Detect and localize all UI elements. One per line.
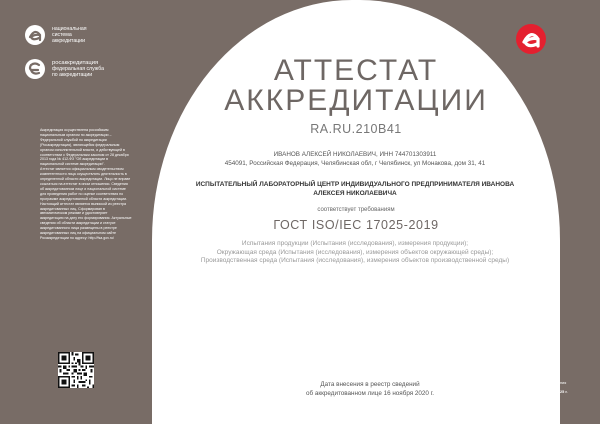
qr-code[interactable] — [58, 352, 94, 388]
legal-text — [40, 128, 132, 241]
stamp-line: формирования — [539, 380, 567, 385]
requirements-label: соответствует требованиям — [317, 207, 395, 213]
brand-primary-text — [52, 26, 87, 44]
laboratory-name: ИСПЫТАТЕЛЬНЫЙ ЛАБОРАТОРНЫЙ ЦЕНТР ИНДИВИДУАЛЬНОГО ПРЕДПРИНИМАТЕЛЯ ИВАНОВА АЛЕКСЕЯ НИКОЛАЕВИЧА — [195, 181, 515, 197]
holder-address: 454091, Российская Федерация, Челябинская обл, г Челябинск, ул Монакова, дом 31, 41 — [224, 159, 486, 167]
legal-paragraph: Настоящий аттестат является выпиской из реестра аккредитованных лиц. Сформирован в автоматическом режиме и удостоверяет аккредитацию на дату его формирования. Актуальные сведения об области аккредитации и статусе аккредитованного лица размещены в реестре аккредитованных лиц на официальном сайте Росаккредитации по адресу: http://fsa.gov.ru/ — [40, 201, 132, 240]
brand-secondary-line: росаккредитация — [52, 60, 99, 66]
brand-primary-line: национальная — [52, 26, 87, 32]
qr-code-icon — [58, 352, 94, 388]
e-mark-icon — [24, 58, 46, 80]
brand-secondary-line: по аккредитации — [52, 72, 93, 78]
legal-paragraph: Аккредитация осуществлена российским национальным органом по аккредитации – Федеральной службой по аккредитации (Росаккредитация), являющейся федеральным органом исполнительной власти, и действующей в соответствии с Федеральным законом от 28 декабря 2013 года № 412-ФЗ "Об аккредитации в национальной системе аккредитации". — [40, 128, 129, 167]
registry-date-line: Дата внесения в реестр сведений — [320, 381, 420, 388]
holder-name: ИВАНОВ АЛЕКСЕЙ НИКОЛАЕВИЧ, ИНН 744701303911 — [273, 151, 437, 158]
page-title — [152, 56, 560, 116]
registry-date-note — [280, 381, 460, 398]
brand-primary-line: аккредитации — [52, 38, 85, 44]
scope-item: Испытания продукции (Испытания (исследования), измерения продукции); — [241, 240, 469, 247]
standard-name: ГОСТ ISO/IEC 17025-2019 — [273, 218, 439, 232]
stamp-line: Дата — [548, 376, 558, 380]
scope-item: Окружающая среда (Испытания (исследования), измерения объектов окружающей среды); — [216, 248, 494, 256]
title-line: АККРЕДИТАЦИИ — [224, 84, 488, 117]
brand-secondary-text — [52, 60, 104, 78]
legal-paragraph: Аттестат является официальным свидетельством компетентности лица осуществлять деятельность в определенной области аккредитации. Лицо не вправе ссылаться на аттестат в ином отношении. Сведения об аккредитованном лице и национальной системе для проведения работ по оценке соответствия по программе аккредитованной области аккредитации. — [40, 167, 131, 201]
registration-number: RA.RU.210B41 — [310, 122, 402, 136]
brand-secondary-line: федеральная служба — [52, 66, 104, 72]
scope-item: Производственная среда (Испытания (исследования), измерения объектов производственной среды) — [200, 257, 510, 264]
holder-info — [170, 151, 540, 168]
stamp-line: выписки — [545, 385, 561, 390]
title-line: АТТЕСТАТ — [273, 54, 439, 87]
stamp-date: 19 марта 2025 г. — [538, 390, 568, 395]
registry-date-line: об аккредитованном лице 16 ноября 2020 г. — [306, 389, 434, 397]
a-mark-icon — [24, 24, 46, 46]
national-accreditation-brand — [24, 24, 87, 46]
accreditation-scope — [180, 240, 530, 266]
rosaccreditation-brand — [24, 58, 104, 80]
extract-date-stamp — [532, 376, 574, 395]
accreditation-logo-icon — [515, 23, 547, 55]
right-border — [560, 0, 600, 424]
brand-primary-line: система — [52, 32, 72, 38]
